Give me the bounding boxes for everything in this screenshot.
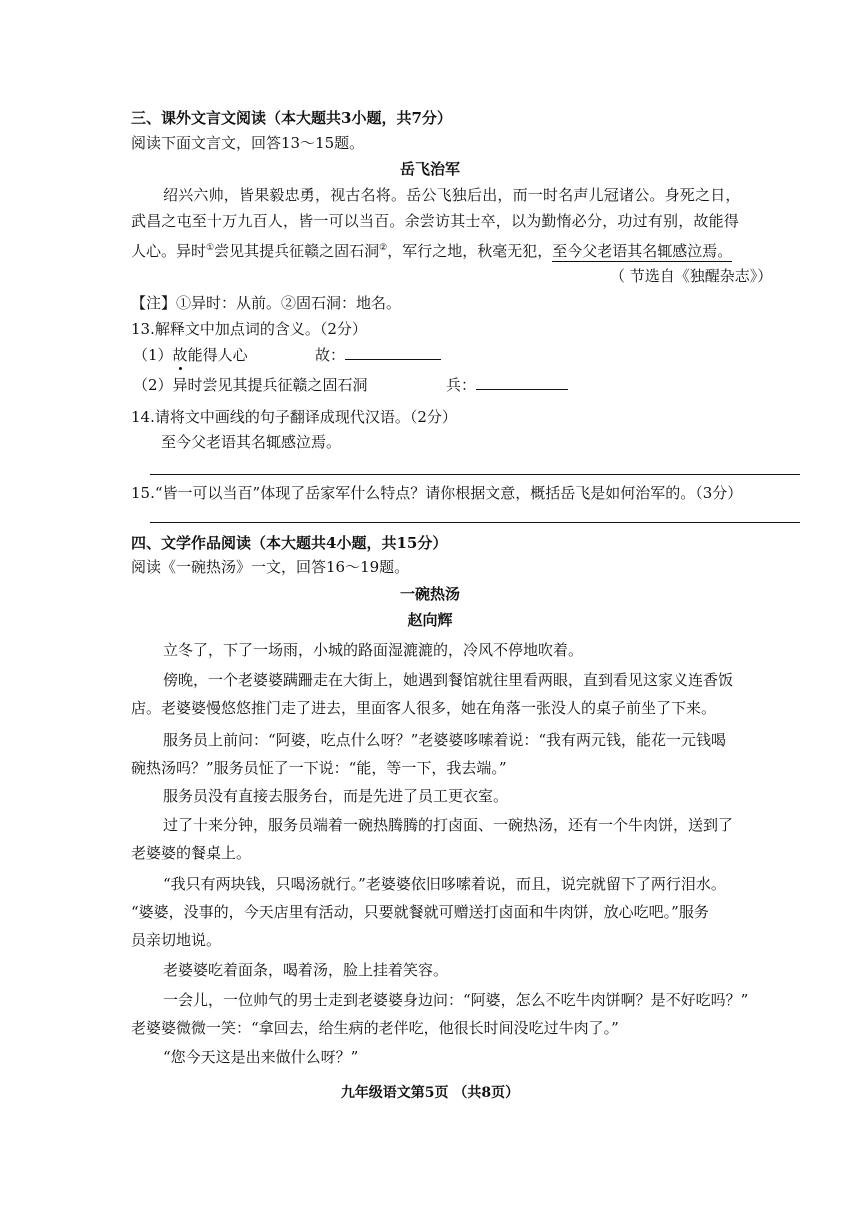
- story-p6-line-1: “我只有两块钱，只喝汤就行。”老婆婆依旧哆嗦着说，而且，说完就留下了两行泪水。: [163, 875, 726, 893]
- question-13-item-1: [133, 345, 248, 365]
- question-14: 14.请将文中画线的句子翻译成现代汉语。（2分）: [131, 408, 457, 426]
- story-p5-line-1: 过了十来分钟，服务员端着一碗热腾腾的打卤面、一碗热汤，还有一个牛肉饼，送到了: [163, 816, 734, 834]
- passage-line-3-a: 人心。异时: [131, 242, 207, 260]
- story-author: 赵向辉: [407, 611, 453, 629]
- passage-source: （ 节选自《独醒杂志》）: [610, 267, 773, 285]
- story-p9: “您今天这是出来做什么呀？”: [163, 1048, 359, 1066]
- section3-heading: 三、课外文言文阅读（本大题共3小题，共7分）: [131, 109, 452, 127]
- passage-line-3: [131, 238, 732, 261]
- question-13-item-2: （2）异时尝见其提兵征赣之固石洞: [133, 376, 368, 394]
- story-p8-line-2: 老婆婆微微一笑：“拿回去，给生病的老伴吃，他很长时间没吃过牛肉了。”: [131, 1019, 619, 1037]
- footnote: 【注】①异时：从前。②固石洞：地名。: [131, 294, 402, 312]
- passage-line-3-c: ，军行之地，秋毫无犯，: [387, 242, 553, 260]
- section4-instruction: 阅读《一碗热汤》一文，回答16～19题。: [131, 558, 410, 576]
- q14-sentence: 至今父老语其名辄感泣焉。: [161, 433, 342, 451]
- q13-1-blank[interactable]: [345, 345, 441, 360]
- story-p7: 老婆婆吃着面条，喝着汤，脸上挂着笑容。: [163, 961, 449, 979]
- story-p8-line-1: 一会儿，一位帅气的男士走到老婆婆身边问：“阿婆，怎么不吃牛肉饼啊？是不好吃吗？”: [163, 991, 749, 1009]
- story-p2-line-2: 店。老婆婆慢悠悠推门走了进去，里面客人很多，她在角落一张没人的桌子前坐了下来。: [131, 699, 717, 717]
- story-p6-line-3: 员亲切地说。: [131, 931, 222, 949]
- story-p2-line-1: 傍晚，一个老婆婆蹒跚走在大街上，她遇到餐馆就往里看两眼，直到看见这家义连香饭: [163, 671, 734, 689]
- q14-answer-line[interactable]: [150, 474, 800, 475]
- section3-instruction: 阅读下面文言文，回答13～15题。: [131, 134, 365, 152]
- story-p3-line-1: 服务员上前问：“阿婆，吃点什么呀？”老婆婆哆嗦着说：“我有两元钱，能花一元钱喝: [163, 731, 727, 749]
- section4-heading: 四、文学作品阅读（本大题共4小题，共15分）: [131, 534, 448, 552]
- underlined-sentence: 至今父老语其名辄感泣焉。: [552, 242, 733, 260]
- story-p3-line-2: 碗热汤吗？”服务员怔了一下说：“能，等一下，我去端。”: [131, 759, 507, 777]
- q13-1-dotted-word: 故: [172, 346, 188, 364]
- story-p6-line-2: “婆婆，没事的，今天店里有活动，只要就餐就可赠送打卤面和牛肉饼，放心吃吧。”服务: [131, 903, 709, 921]
- q13-2-answer: [446, 375, 568, 395]
- q13-1-answer: [315, 345, 441, 365]
- story-p1: 立冬了，下了一场雨，小城的路面湿漉漉的，冷风不停地吹着。: [163, 641, 584, 659]
- q13-1-number: （1）: [133, 346, 173, 364]
- story-title: 一碗热汤: [399, 585, 460, 603]
- passage-line-2: 武昌之屯至十万九百人，皆一可以当百。余尝访其士卒，以为勤惰必分，功过有别，故能得: [131, 212, 740, 230]
- story-p4: 服务员没有直接去服务台，而是先进了员工更衣室。: [163, 787, 509, 805]
- q15-answer-line[interactable]: [150, 522, 800, 523]
- q13-2-blank[interactable]: [476, 375, 568, 390]
- passage-line-1: 绍兴六帅，皆果毅忠勇，视古名将。岳公飞独后出，而一时名声儿冠诸公。身死之日，: [163, 186, 741, 204]
- q13-2-label: 兵：: [446, 376, 477, 394]
- q13-1-rest: 能得人心: [187, 346, 248, 364]
- footnote-mark-1: ①: [206, 243, 215, 253]
- passage-title: 岳飞治军: [399, 160, 460, 178]
- story-p5-line-2: 老婆婆的餐桌上。: [131, 844, 252, 862]
- passage-line-3-b: 尝见其提兵征赣之固石洞: [214, 242, 380, 260]
- footnote-mark-2: ②: [379, 243, 388, 253]
- q13-1-label: 故：: [315, 346, 346, 364]
- page-footer: 九年级语文第5页 （共8页）: [340, 1085, 520, 1101]
- question-13: 13.解释文中加点词的含义。（2分）: [131, 320, 367, 338]
- question-15: 15.“皆一可以当百”体现了岳家军什么特点？请你根据文意，概括岳飞是如何治军的。（3分）: [131, 484, 743, 502]
